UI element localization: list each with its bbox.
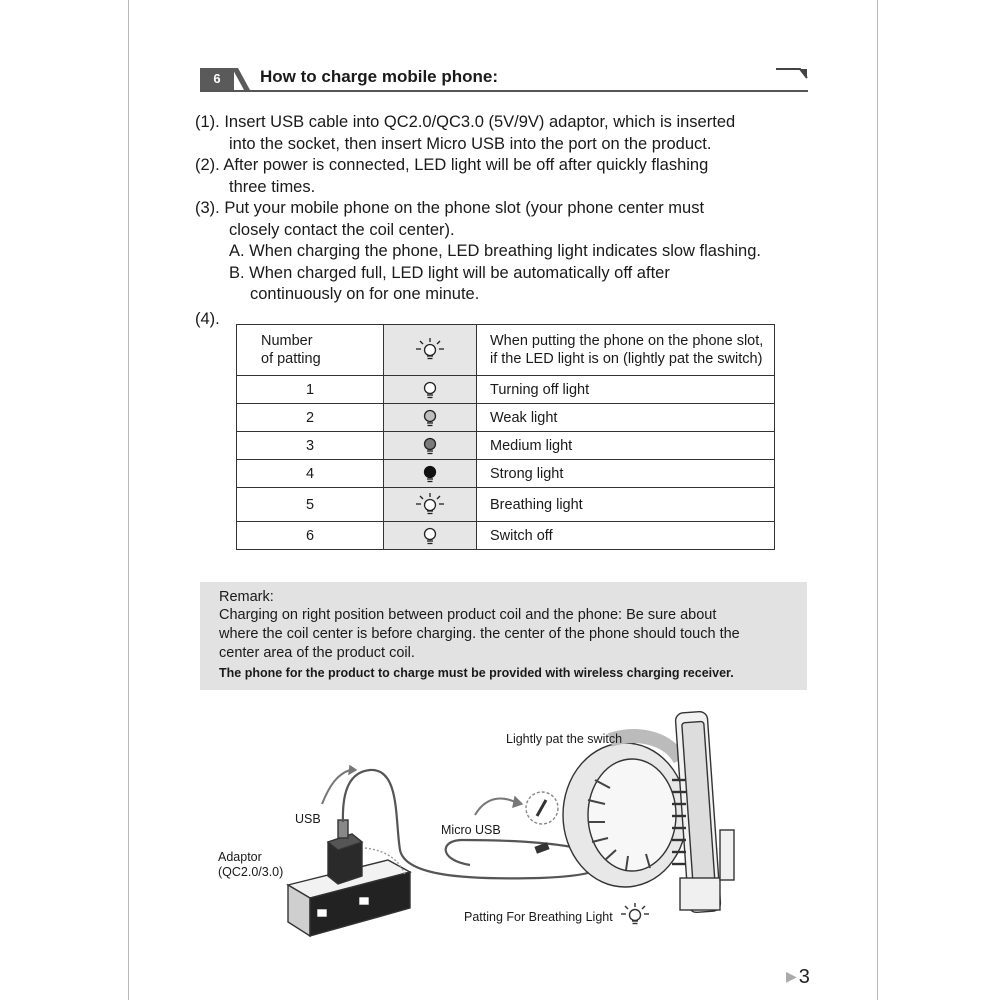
row-number: 1: [237, 376, 384, 404]
corner-mark-icon: [776, 68, 808, 80]
row-description: Turning off light: [477, 376, 775, 404]
header-rule: [200, 90, 808, 92]
row-number: 2: [237, 404, 384, 432]
remark-line3: center area of the product coil.: [219, 645, 415, 661]
step-1-line1: (1). Insert USB cable into QC2.0/QC3.0 (5V/9V) adaptor, which is inserted: [195, 113, 736, 131]
row-description: Switch off: [477, 522, 775, 550]
row-icon-cell: [384, 460, 477, 488]
header-number-line1: Number: [261, 333, 313, 349]
row-description: Breathing light: [477, 488, 775, 522]
label-adaptor: Adaptor: [218, 850, 262, 864]
step-2-line2: three times.: [229, 177, 316, 196]
row-icon-cell: [384, 432, 477, 460]
breathing-light-icon: [415, 337, 445, 363]
bulb-medium-icon: [421, 436, 439, 456]
page-number-value: 3: [798, 966, 810, 988]
label-breathing-light: Patting For Breathing Light: [464, 910, 613, 924]
step-3-line1: (3). Put your mobile phone on the phone slot (your phone center must: [195, 199, 705, 217]
row-number: 4: [237, 460, 384, 488]
row-number: 6: [237, 522, 384, 550]
row-number: 5: [237, 488, 384, 522]
table-row: [237, 376, 775, 404]
table-header-row: [237, 325, 775, 376]
step-3-sub-b-cont: continuously on for one minute.: [250, 285, 480, 303]
label-pat-switch: Lightly pat the switch: [506, 732, 623, 746]
bulb-weak-icon: [421, 408, 439, 428]
row-icon-cell: [384, 376, 477, 404]
row-icon-cell: [384, 522, 477, 550]
page-border-right: [877, 0, 878, 1000]
instruction-steps: [195, 112, 815, 306]
charging-illustration: [210, 700, 770, 950]
remark-box: [200, 582, 807, 690]
table-row: [237, 460, 775, 488]
label-usb: USB: [295, 812, 321, 826]
row-icon-cell: [384, 404, 477, 432]
table-row: [237, 522, 775, 550]
section-title: How to charge mobile phone:: [260, 67, 499, 86]
row-description: Weak light: [477, 404, 775, 432]
remark-title: Remark:: [219, 589, 274, 605]
section-number: 6: [200, 68, 234, 90]
remark-line2: where the coil center is before charging. the center of the phone should touch the: [219, 626, 740, 642]
remark-bold-note: The phone for the product to charge must be provided with wireless charging receiver.: [219, 666, 734, 680]
breathing-light-icon: [415, 492, 445, 518]
header-number-line2: of patting: [261, 351, 321, 367]
step-3-line2: closely contact the coil center).: [229, 220, 455, 239]
header-description-cell: [477, 325, 775, 376]
bulb-strong-icon: [421, 464, 439, 484]
row-number: 3: [237, 432, 384, 460]
table-row: [237, 404, 775, 432]
remark-body: [219, 606, 794, 663]
step-3-sub-b: B. When charged full, LED light will be automatically off after: [229, 263, 670, 282]
section-slash-icon: [230, 68, 252, 90]
bulb-off-icon: [421, 526, 439, 546]
header-icon-cell: [384, 325, 477, 376]
row-icon-cell: [384, 488, 477, 522]
page-border-left: [128, 0, 129, 1000]
label-micro-usb: Micro USB: [441, 823, 501, 837]
bulb-off-icon: [421, 380, 439, 400]
header-description-line1: When putting the phone on the phone slot,: [490, 333, 764, 349]
step-1-line2: into the socket, then insert Micro USB into the port on the product.: [229, 134, 712, 153]
page-arrow-icon: ▶: [786, 968, 797, 984]
table-row: [237, 488, 775, 522]
step-4-label: (4).: [195, 310, 220, 328]
header-description-line2: if the LED light is on (lightly pat the switch): [490, 351, 763, 367]
header-number-cell: [237, 325, 384, 376]
remark-line1: Charging on right position between product coil and the phone: Be sure about: [219, 607, 717, 623]
section-header: [200, 66, 808, 92]
label-adaptor-type: (QC2.0/3.0): [218, 865, 284, 879]
row-description: Medium light: [477, 432, 775, 460]
row-description: Strong light: [477, 460, 775, 488]
table-row: [237, 432, 775, 460]
page-number: [786, 966, 810, 989]
step-2-line1: (2). After power is connected, LED light will be off after quickly flashing: [195, 156, 709, 174]
breathing-light-icon: [621, 903, 649, 924]
patting-table: [236, 324, 775, 550]
step-3-sub-a: A. When charging the phone, LED breathing light indicates slow flashing.: [229, 242, 761, 260]
adaptor: [328, 820, 362, 884]
